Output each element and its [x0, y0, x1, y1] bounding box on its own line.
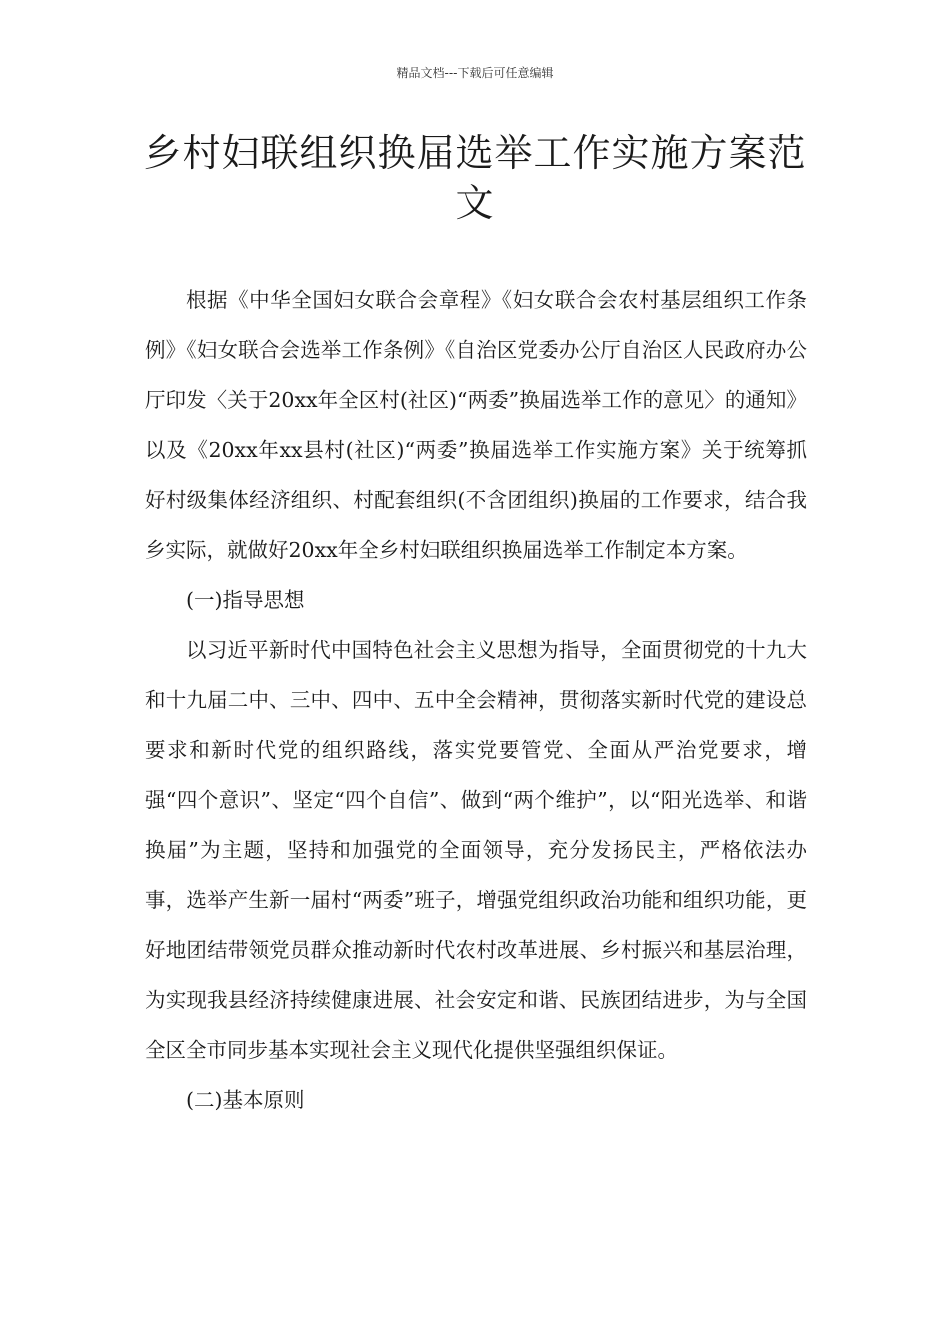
- header-note: 精品文档---下载后可任意编辑: [396, 66, 554, 80]
- document-title: 乡村妇联组织换届选举工作实施方案范文: [143, 131, 807, 225]
- guiding-ideology-paragraph: 以习近平新时代中国特色社会主义思想为指导，全面贯彻党的十九大和十九届二中、三中、四中、五中全会精神，贯彻落实新时代党的建设总要求和新时代党的组织路线，落实党要管党、全面从严治党要求，增强“四个意识”、坚定“四个自信”、做到“两个维护”，以“阳光选举、和谐换届”为主题，坚持和加强党的全面领导，充分发扬民主，严格依法办事，选举产生新一届村“两委”班子，增强党组织政治功能和组织功能，更好地团结带领党员群众推动新时代农村改革进展、乡村振兴和基层治理，为实现我县经济持续健康进展、社会安定和谐、民族团结进步，为与全国全区全市同步基本实现社会主义现代化提供坚强组织保证。: [145, 638, 807, 1062]
- document-body: [145, 275, 807, 1125]
- intro-paragraph: 根据《中华全国妇女联合会章程》《妇女联合会农村基层组织工作条例》《妇女联合会选举工作条例》《自治区党委办公厅自治区人民政府办公厅印发〈关于20xx年全区村(社区)“两委”换届选举工作的意见〉的通知》以及《20xx年xx县村(社区)“两委”换届选举工作实施方案》关于统筹抓好村级集体经济组织、村配套组织(不含团组织)换届的工作要求，结合我乡实际，就做好20xx年全乡村妇联组织换届选举工作制定本方案。: [145, 288, 807, 562]
- section-heading-basic-principles: (二)基本原则: [186, 1088, 305, 1112]
- section-heading-guiding-ideology: (一)指导思想: [186, 588, 305, 612]
